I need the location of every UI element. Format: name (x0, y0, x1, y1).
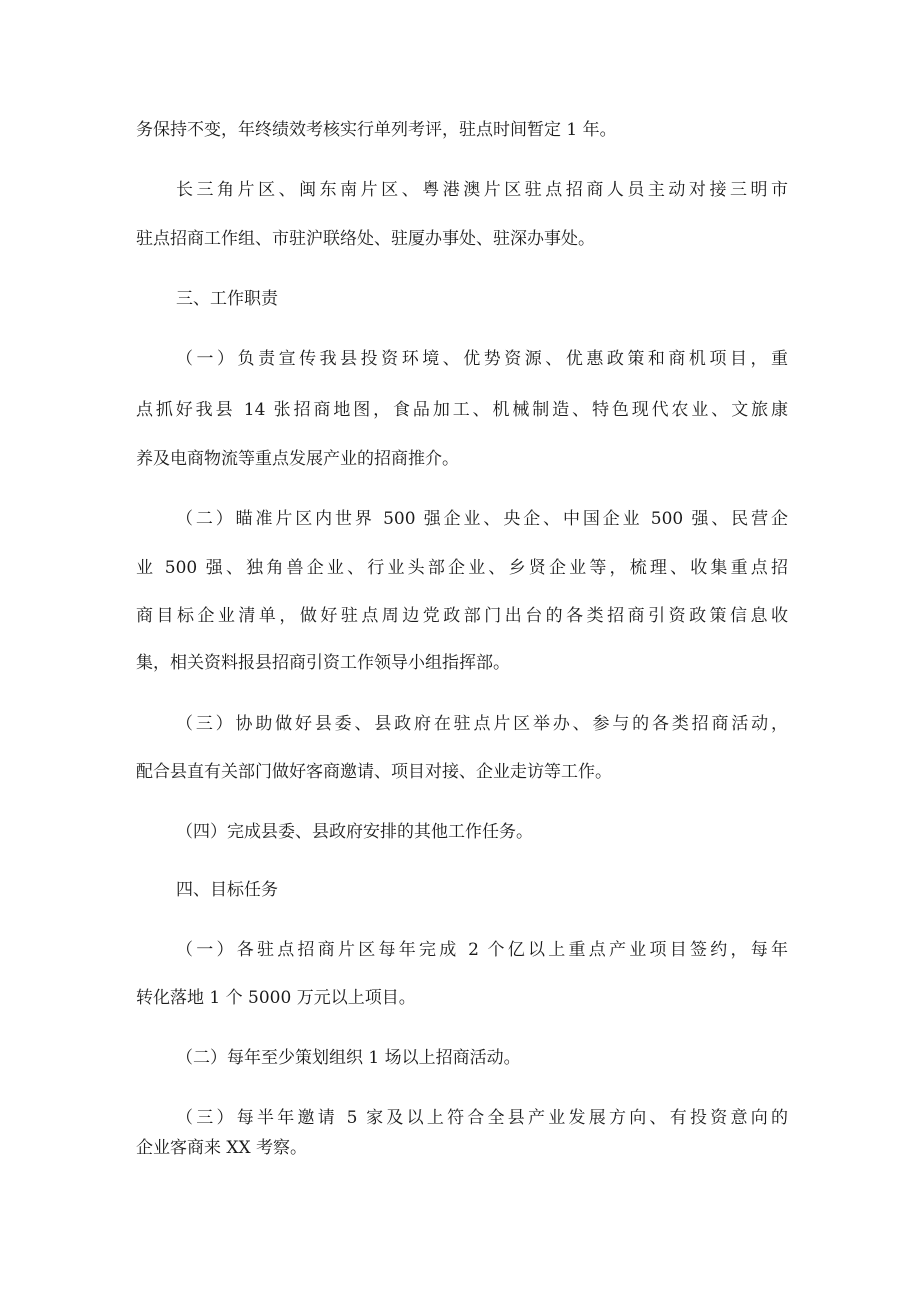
paragraph-line: 集，相关资料报县招商引资工作领导小组指挥部。 (136, 653, 510, 673)
paragraph-line: 养及电商物流等重点发展产业的招商推介。 (136, 449, 459, 469)
paragraph-line: （四）完成县委、县政府安排的其他工作任务。 (176, 822, 533, 842)
paragraph-line: （二）瞄准片区内世界 500 强企业、央企、中国企业 500 强、民营企 (176, 509, 788, 529)
paragraph-line: （二）每年至少策划组织 1 场以上招商活动。 (176, 1048, 521, 1068)
paragraph-line: 务保持不变，年终绩效考核实行单列考评，驻点时间暂定 1 年。 (136, 120, 617, 140)
paragraph-line: （三）每半年邀请 5 家及以上符合全县产业发展方向、有投资意向的 (176, 1108, 788, 1128)
section-heading: 四、目标任务 (176, 880, 278, 900)
paragraph-line: （一）各驻点招商片区每年完成 2 个亿以上重点产业项目签约，每年 (176, 940, 788, 960)
paragraph-line: （三）协助做好县委、县政府在驻点片区举办、参与的各类招商活动， (176, 714, 788, 734)
paragraph-line: 商目标企业清单，做好驻点周边党政部门出台的各类招商引资政策信息收 (136, 606, 788, 626)
section-heading: 三、工作职责 (176, 289, 278, 309)
paragraph-line: 企业客商来 XX 考察。 (136, 1138, 308, 1158)
paragraph-line: 驻点招商工作组、市驻沪联络处、驻厦办事处、驻深办事处。 (136, 229, 595, 249)
paragraph-line: 配合县直有关部门做好客商邀请、项目对接、企业走访等工作。 (136, 762, 612, 782)
paragraph-line: 转化落地 1 个 5000 万元以上项目。 (136, 988, 416, 1008)
paragraph-line: （一）负责宣传我县投资环境、优势资源、优惠政策和商机项目，重 (176, 349, 788, 369)
paragraph-line: 点抓好我县 14 张招商地图，食品加工、机械制造、特色现代农业、文旅康 (136, 400, 788, 420)
paragraph-line: 长三角片区、闽东南片区、粤港澳片区驻点招商人员主动对接三明市 (176, 180, 788, 200)
paragraph-line: 业 500 强、独角兽企业、行业头部企业、乡贤企业等，梳理、收集重点招 (136, 558, 788, 578)
